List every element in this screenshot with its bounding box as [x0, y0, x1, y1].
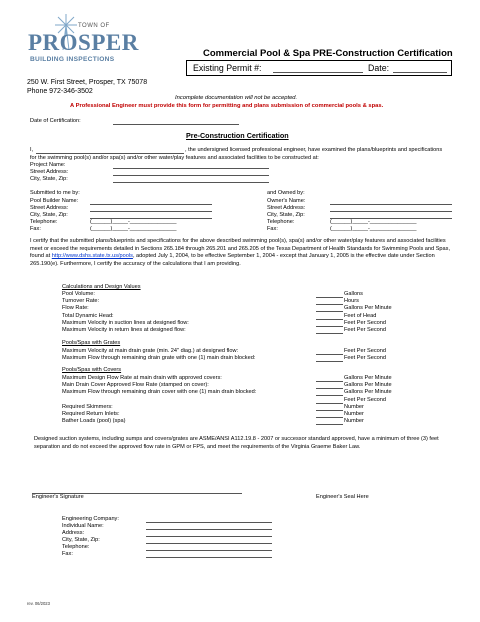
covers-heading: Pools/Spas with Covers [62, 367, 122, 373]
builder-name-label: Pool Builder Name: [30, 198, 79, 204]
calc-row-unit: Number [344, 418, 364, 425]
dshs-link[interactable]: http://www.dshs.state.tx.us/pools [51, 253, 133, 260]
calc-row [62, 313, 462, 320]
submitted-by-heading: Submitted to me by: [30, 190, 80, 196]
project-street-label: Street Address: [30, 169, 69, 175]
calc-row-label: Turnover Rate: [62, 298, 100, 305]
date-label: Date: [368, 63, 390, 73]
calc-row [62, 375, 462, 382]
calc-row [62, 411, 462, 418]
owner-fax-label: Fax: [267, 226, 278, 232]
certification-date-field[interactable] [113, 124, 239, 125]
calc-row [62, 320, 462, 327]
builder-city-label: City, State, Zip: [30, 212, 68, 218]
calc-row-unit: Feet Per Second [344, 327, 386, 333]
project-city-field[interactable] [113, 182, 269, 183]
eng-individual-field[interactable] [146, 529, 272, 530]
builder-fax-label: Fax: [30, 226, 41, 232]
calc-row-unit: Number [344, 411, 364, 417]
eng-telephone-field[interactable] [146, 550, 272, 551]
owner-telephone-field[interactable]: (______)_____-_______________ [330, 219, 417, 225]
owner-street-field[interactable] [330, 211, 452, 212]
eng-company-label: Engineering Company: [62, 516, 119, 522]
calc-row-unit: Gallons [344, 291, 363, 297]
eng-address-field[interactable] [146, 536, 272, 537]
calc-row [62, 298, 462, 305]
certify-text-end: , adopted July 1, 2004, to be effective September 1, 2004 - except that January 1, 2005 is the effective date under Section 265.190(e). Furthermore, I certify the accuracy of the calculations that I am providing. [30, 253, 435, 267]
existing-permit-field[interactable] [273, 72, 363, 73]
eng-city-label: City, State, Zip: [62, 537, 100, 543]
calc-row-label: Flow Rate: [62, 305, 89, 312]
eng-individual-label: Individual Name: [62, 523, 104, 529]
builder-name-field[interactable] [90, 204, 212, 205]
eng-telephone-label: Telephone: [62, 544, 90, 550]
owner-city-label: City, State, Zip: [267, 212, 305, 218]
permit-box [186, 60, 452, 76]
calc-row-unit: Feet Per Second [344, 348, 386, 354]
calc-row-label: Required Return Inlets: [62, 411, 120, 417]
calc-row-label: Maximum Velocity in suction lines at designed flow: [62, 319, 189, 326]
calc-row-unit: Hours [344, 298, 359, 305]
owner-fax-field[interactable]: (______)_____-_______________ [330, 226, 417, 232]
logo-town-of: TOWN OF [78, 23, 110, 29]
calc-row-unit: Feet Per Second [344, 396, 386, 403]
calc-row [62, 355, 462, 362]
owner-name-label: Owner's Name: [267, 198, 306, 204]
calc-row-label: Pool Volume: [62, 291, 95, 297]
incomplete-notice: Incomplete documentation will not be accepted. [175, 95, 298, 101]
owner-name-field[interactable] [330, 204, 452, 205]
date-field[interactable] [393, 72, 447, 73]
town-logo [20, 10, 140, 68]
owned-by-heading: and Owned by: [267, 190, 305, 196]
intro-text: , the undersigned licensed professional engineer, have examined the plans/blueprints and specifications for the swimming pool(s) and/or spa(s) and/or other water/play features and associated facilities to be constructed at: [30, 147, 443, 161]
calc-row [62, 305, 462, 312]
project-name-label: Project Name: [30, 162, 66, 168]
revision-label: rev. 06/2023 [27, 601, 50, 606]
builder-street-label: Street Address: [30, 205, 69, 211]
builder-telephone-field[interactable]: (______)_____-_______________ [90, 219, 177, 225]
existing-permit-label: Existing Permit #: [193, 63, 262, 73]
calc-row-label: Maximum Design Flow Rate at main drain with approved covers: [62, 375, 222, 381]
calc-row [62, 404, 462, 411]
calc-row-label: Maximum Velocity at main drain grate (min. 24" diag.) at designed flow: [62, 348, 239, 354]
calc-row-label: Maximum Flow through remaining drain cover with one (1) main drain blocked: [62, 389, 257, 396]
calc-row [62, 418, 462, 425]
calc-row-label: Required Skimmers: [62, 403, 113, 410]
eng-city-field[interactable] [146, 543, 272, 544]
certify-text: I certify that the submitted plans/blueprints and specifications for the above described swimming pool(s), spa(s) and/or other water/play features and associated facilities meet or exceed the requirements detailed in Sections 265.184 through 265.201 and 265.205 of the Texas Department of Health Standards for Swimming Pools and Spas, found at [30, 238, 451, 260]
calc-row [62, 348, 462, 355]
owner-street-label: Street Address: [267, 205, 306, 211]
calc-row-label: Bather Loads (pool) (spa) [62, 418, 126, 425]
calc-row-unit: Gallons Per Minute [344, 305, 392, 312]
form-title: Commercial Pool & Spa PRE-Construction Certification [203, 48, 453, 59]
office-phone: Phone 972-346-3502 [27, 88, 93, 95]
calc-row [62, 291, 462, 298]
design-note: Designed suction systems, including sumps and covers/grates are ASME/ANSI A112.19.8 - 2007 or successor standard approved, have a minimum of three (3) feet separation and do not exceed the approved flow rate in GPM or FPS, and meet the requirements of the Virginia Graeme Baker Law. [34, 436, 439, 450]
calc-row [62, 397, 462, 404]
calc-row-unit: Number [344, 403, 364, 410]
grates-heading: Pools/Spas with Grates [62, 340, 121, 346]
calc-row-unit: Feet Per Second [344, 319, 386, 326]
owner-telephone-label: Telephone: [267, 219, 295, 225]
project-name-field[interactable] [113, 168, 269, 169]
engineer-seal-label: Engineer's Seal Here [316, 494, 369, 500]
certify-paragraph [30, 238, 454, 268]
project-city-label: City, State, Zip: [30, 176, 68, 182]
calc-row [62, 382, 462, 389]
calc-row-unit: Gallons Per Minute [344, 389, 392, 396]
section-title: Pre-Construction Certification [186, 131, 289, 140]
eng-fax-label: Fax: [62, 551, 73, 557]
calc-row-unit: Gallons Per Minute [344, 375, 392, 381]
builder-telephone-label: Telephone: [30, 219, 58, 225]
certification-date-label: Date of Certification: [30, 118, 81, 124]
calc-row-label: Total Dynamic Head: [62, 312, 114, 319]
office-address: 250 W. First Street, Prosper, TX 75078 [27, 79, 148, 86]
eng-company-field[interactable] [146, 522, 272, 523]
calc-row-label: Maximum Flow through remaining drain grate with one (1) main drain blocked: [62, 355, 256, 362]
logo-department: BUILDING INSPECTIONS [30, 56, 115, 63]
calc-value-field[interactable] [316, 361, 343, 362]
builder-fax-field[interactable]: (______)_____-_______________ [90, 226, 177, 232]
calc-row-unit: Gallons Per Minute [344, 382, 392, 389]
calc-row-unit: Feet of Head [344, 312, 377, 319]
calc-row-label: Maximum Velocity in return lines at designed flow: [62, 327, 186, 333]
logo-name: PROSPER [28, 30, 139, 55]
calc-row-label: Main Drain Cover Approved Flow Rate (stamped on cover): [62, 382, 209, 389]
calc-value-field[interactable] [316, 333, 343, 334]
builder-street-field[interactable] [90, 211, 212, 212]
calculations-heading: Calculations and Design Values [62, 284, 141, 290]
engineer-required-notice: A Professional Engineer must provide this form for permitting and plans submission of commercial pools & spas. [70, 103, 384, 109]
calc-value-field[interactable] [316, 424, 343, 425]
intro-prefix: I, [30, 147, 34, 153]
eng-address-label: Address: [62, 530, 85, 536]
eng-fax-field[interactable] [146, 557, 272, 558]
calc-row [62, 389, 462, 396]
engineer-signature-label: Engineer's Signature [32, 494, 84, 500]
calc-row-unit: Feet Per Second [344, 355, 386, 362]
calc-row [62, 327, 462, 334]
project-street-field[interactable] [113, 175, 269, 176]
